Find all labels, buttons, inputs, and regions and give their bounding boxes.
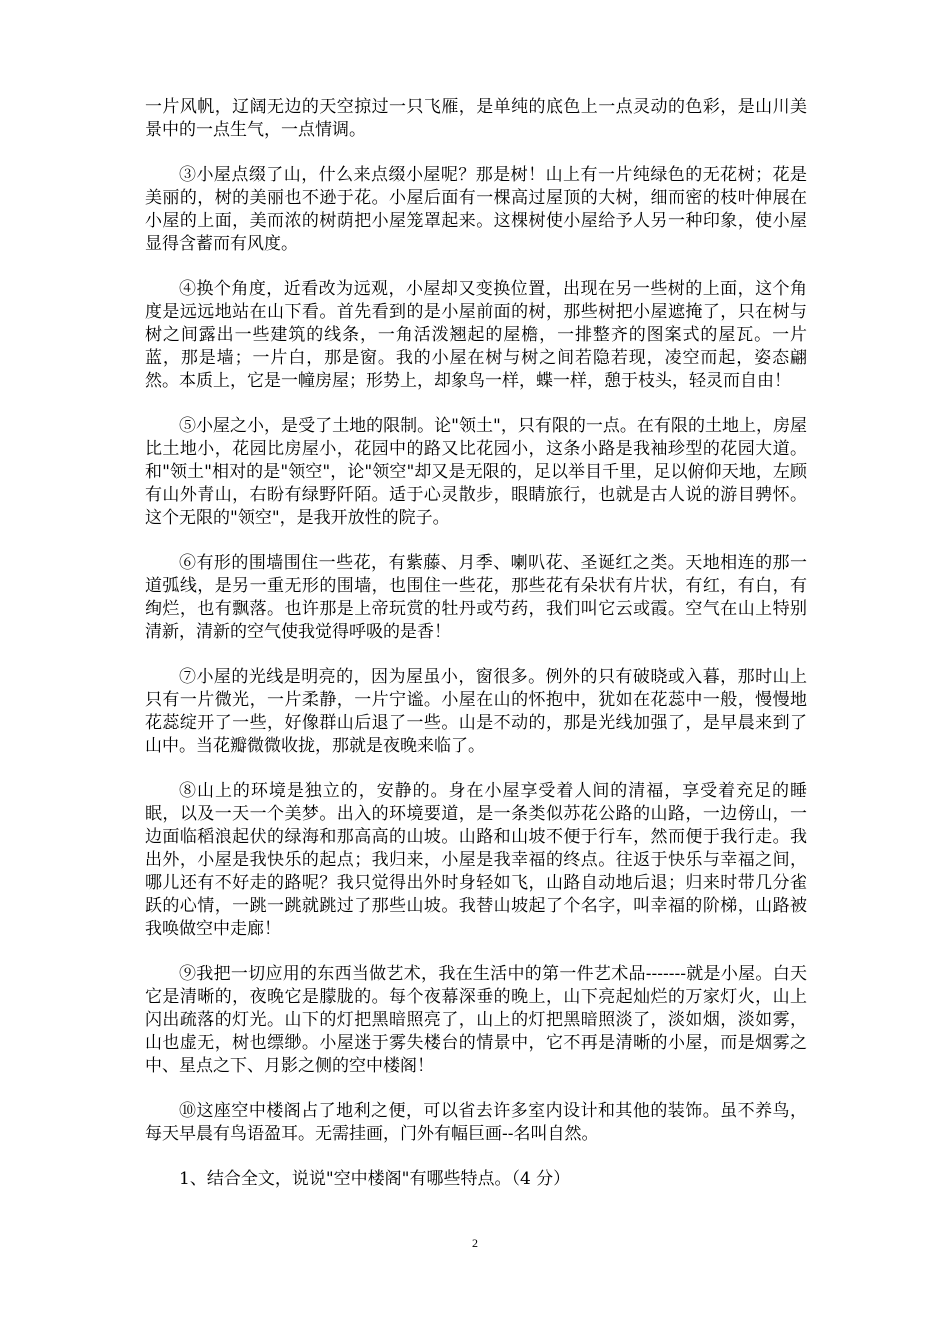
paragraph-5: ⑤小屋之小，是受了土地的限制。论"领土"，只有限的一点。在有限的土地上，房屋比土地小，花园比房屋小，花园中的路又比花园小，这条小路是我袖珍型的花园大道。和"领土"相对的是"领空"，论"领空"却又是无限的，足以举目千里，足以俯仰天地，左顾有山外青山，右盼有绿野阡陌。适于心灵散步，眼睛旅行，也就是古人说的游目骋怀。这个无限的"领空"，是我开放性的院子。: [145, 416, 807, 528]
page-number: 2: [472, 1236, 478, 1250]
paragraph-3: ③小屋点缀了山，什么来点缀小屋呢？那是树！山上有一片纯绿色的无花树；花是美丽的，树的美丽也不逊于花。小屋后面有一棵高过屋顶的大树，细而密的枝叶伸展在小屋的上面，美而浓的树荫把小屋笼罩起来。这棵树使小屋给予人另一种印象，使小屋显得含蓄而有风度。: [145, 165, 807, 254]
document-page: [145, 96, 807, 1208]
paragraph-6: ⑥有形的围墙围住一些花，有紫藤、月季、喇叭花、圣诞红之类。天地相连的那一道弧线，是另一重无形的围墙，也围住一些花，那些花有朵状有片状，有红，有白，有绚烂，也有飘落。也许那是上帝玩赏的牡丹或芍药，我们叫它云或霞。空气在山上特别清新，清新的空气使我觉得呼吸的是香！: [145, 553, 807, 642]
paragraph-continued: 一片风帆，辽阔无边的天空掠过一只飞雁，是单纯的底色上一点灵动的色彩，是山川美景中的一点生气，一点情调。: [145, 97, 807, 140]
paragraph-10: ⑩这座空中楼阁占了地利之便，可以省去许多室内设计和其他的装饰。虽不养鸟，每天早晨有鸟语盈耳。无需挂画，门外有幅巨画--名叫自然。: [145, 1101, 807, 1144]
question-1: 1、结合全文，说说"空中楼阁"有哪些特点。（4 分）: [179, 1169, 571, 1189]
paragraph-9: ⑨我把一切应用的东西当做艺术，我在生活中的第一件艺术品-------就是小屋。白天它是清晰的，夜晚它是朦胧的。每个夜幕深垂的晚上，山下亮起灿烂的万家灯火，山上闪出疏落的灯光。山下的灯把黑暗照亮了，山上的灯把黑暗照淡了，淡如烟，淡如雾，山也虚无，树也缥缈。小屋迷于雾失楼台的情景中，它不再是清晰的小屋，而是烟雾之中、星点之下、月影之侧的空中楼阁！: [145, 964, 807, 1076]
paragraph-8: ⑧山上的环境是独立的，安静的。身在小屋享受着人间的清福，享受着充足的睡眠，以及一天一个美梦。出入的环境要道，是一条类似苏花公路的山路，一边傍山，一边面临稻浪起伏的绿海和那高高的山坡。山路和山坡不便于行车，然而便于我行走。我出外，小屋是我快乐的起点；我归来，小屋是我幸福的终点。往返于快乐与幸福之间，哪儿还有不好走的路呢？我只觉得出外时身轻如飞，山路自动地后退；归来时带几分雀跃的心情，一跳一跳就跳过了那些山坡。我替山坡起了个名字，叫幸福的阶梯，山路被我唤做空中走廊！: [145, 781, 807, 939]
paragraph-7: ⑦小屋的光线是明亮的，因为屋虽小，窗很多。例外的只有破晓或入暮，那时山上只有一片微光，一片柔静，一片宁谧。小屋在山的怀抱中，犹如在花蕊中一般，慢慢地花蕊绽开了一些，好像群山后退了一些。山是不动的，那是光线加强了，是早晨来到了山中。当花瓣微微收拢，那就是夜晚来临了。: [145, 667, 807, 756]
paragraph-4: ④换个角度，近看改为远观，小屋却又变换位置，出现在另一些树的上面，这个角度是远远地站在山下看。首先看到的是小屋前面的树，那些树把小屋遮掩了，只在树与树之间露出一些建筑的线条，一角活泼翘起的屋檐，一排整齐的图案式的屋瓦。一片蓝，那是墙；一片白，那是窗。我的小屋在树与树之间若隐若现，凌空而起，姿态翩然。本质上，它是一幢房屋；形势上，却象鸟一样，蝶一样，憩于枝头，轻灵而自由！: [145, 279, 807, 391]
